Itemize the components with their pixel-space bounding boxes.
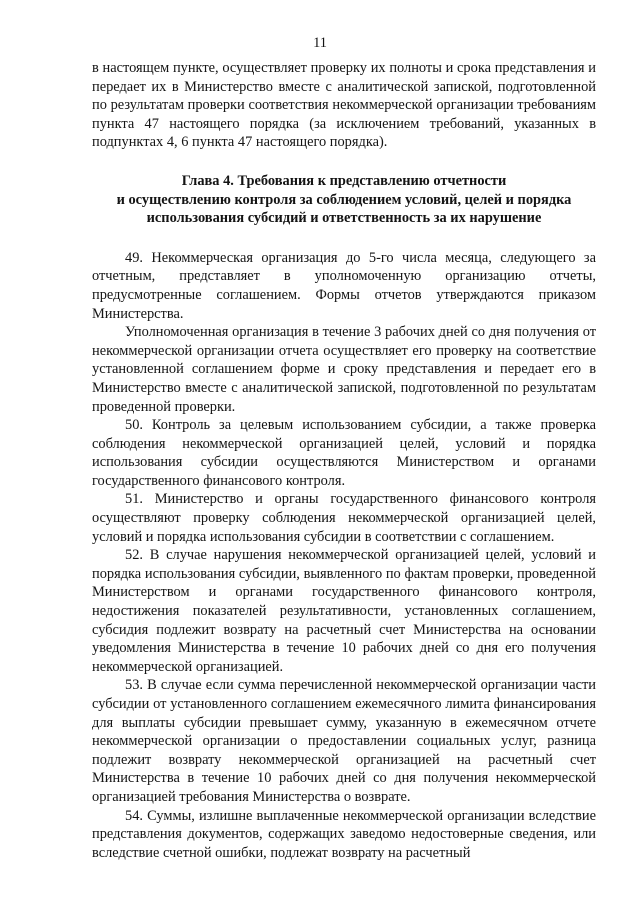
intro-paragraph: в настоящем пункте, осуществляет проверку их полноты и срока представления и передает их в Министерство вместе с аналитической запиской, подготовленной по результатам проверки соответствия некоммерческой организации требованиям пункта 47 настоящего порядка (за исключением требований, указанных в подпунктах 4, 6 пункта 47 настоящего порядка).	[92, 60, 596, 151]
paragraph-49-continued: Уполномоченная организация в течение 3 рабочих дней со дня получения от некоммерческой организации отчета осуществляет его проверку на соответствие установленной соглашением форме и сроку представления и передает его в Министерство вместе с аналитической запиской, подготовленной по результатам проведенной проверки.	[92, 324, 596, 415]
paragraph-52: 52. В случае нарушения некоммерческой организацией целей, условий и порядка использования субсидии, выявленного по фактам проверки, проведенной Министерством и органами государственного финансового контроля, недостижения показателей результативности, установленных соглашением, субсидия подлежит возврату на расчетный счет Министерства на основании уведомления Министерства в течение 10 рабочих дней со дня его получения некоммерческой организацией.	[92, 547, 596, 675]
chapter-heading	[92, 172, 596, 228]
chapter-heading-line-1: Глава 4. Требования к представлению отчетности	[181, 172, 507, 189]
paragraph-50: 50. Контроль за целевым использованием субсидии, а также проверка соблюдения некоммерческой организацией целей, условий и порядка использования субсидии осуществляются Министерством и органами государственного финансового контроля.	[92, 417, 596, 489]
paragraph-54: 54. Суммы, излишне выплаченные некоммерческой организации вследствие представления документов, содержащих заведомо недостоверные сведения, или вследствие счетной ошибки, подлежат возврату на расчетный	[92, 807, 596, 861]
paragraph-49: 49. Некоммерческая организация до 5-го числа месяца, следующего за отчетным, представляет в уполномоченную организацию отчеты, предусмотренные соглашением. Формы отчетов утверждаются приказом Министерства.	[92, 249, 596, 322]
document-body	[92, 59, 596, 862]
chapter-heading-line-2: и осуществлению контроля за соблюдением условий, целей и порядка	[116, 191, 572, 208]
paragraph-51: 51. Министерство и органы государственного финансового контроля осуществляют проверку соблюдения некоммерческой организацией целей, условий и порядка использования субсидии в соответствии с соглашением.	[92, 491, 596, 545]
page-number: 11	[313, 35, 327, 51]
chapter-heading-line-3: использования субсидий и ответственность за их нарушение	[146, 210, 542, 227]
paragraph-53: 53. В случае если сумма перечисленной некоммерческой организации части субсидии от установленного соглашением ежемесячного лимита финансирования для выплаты субсидии превышает сумму, указанную в ежемесячном отчете некоммерческой организации о предоставлении социальных услуг, разница подлежит возврату некоммерческой организацией на расчетный счет Министерства в течение 10 рабочих дней со дня получения некоммерческой организацией требования Министерства о возврате.	[92, 677, 596, 805]
